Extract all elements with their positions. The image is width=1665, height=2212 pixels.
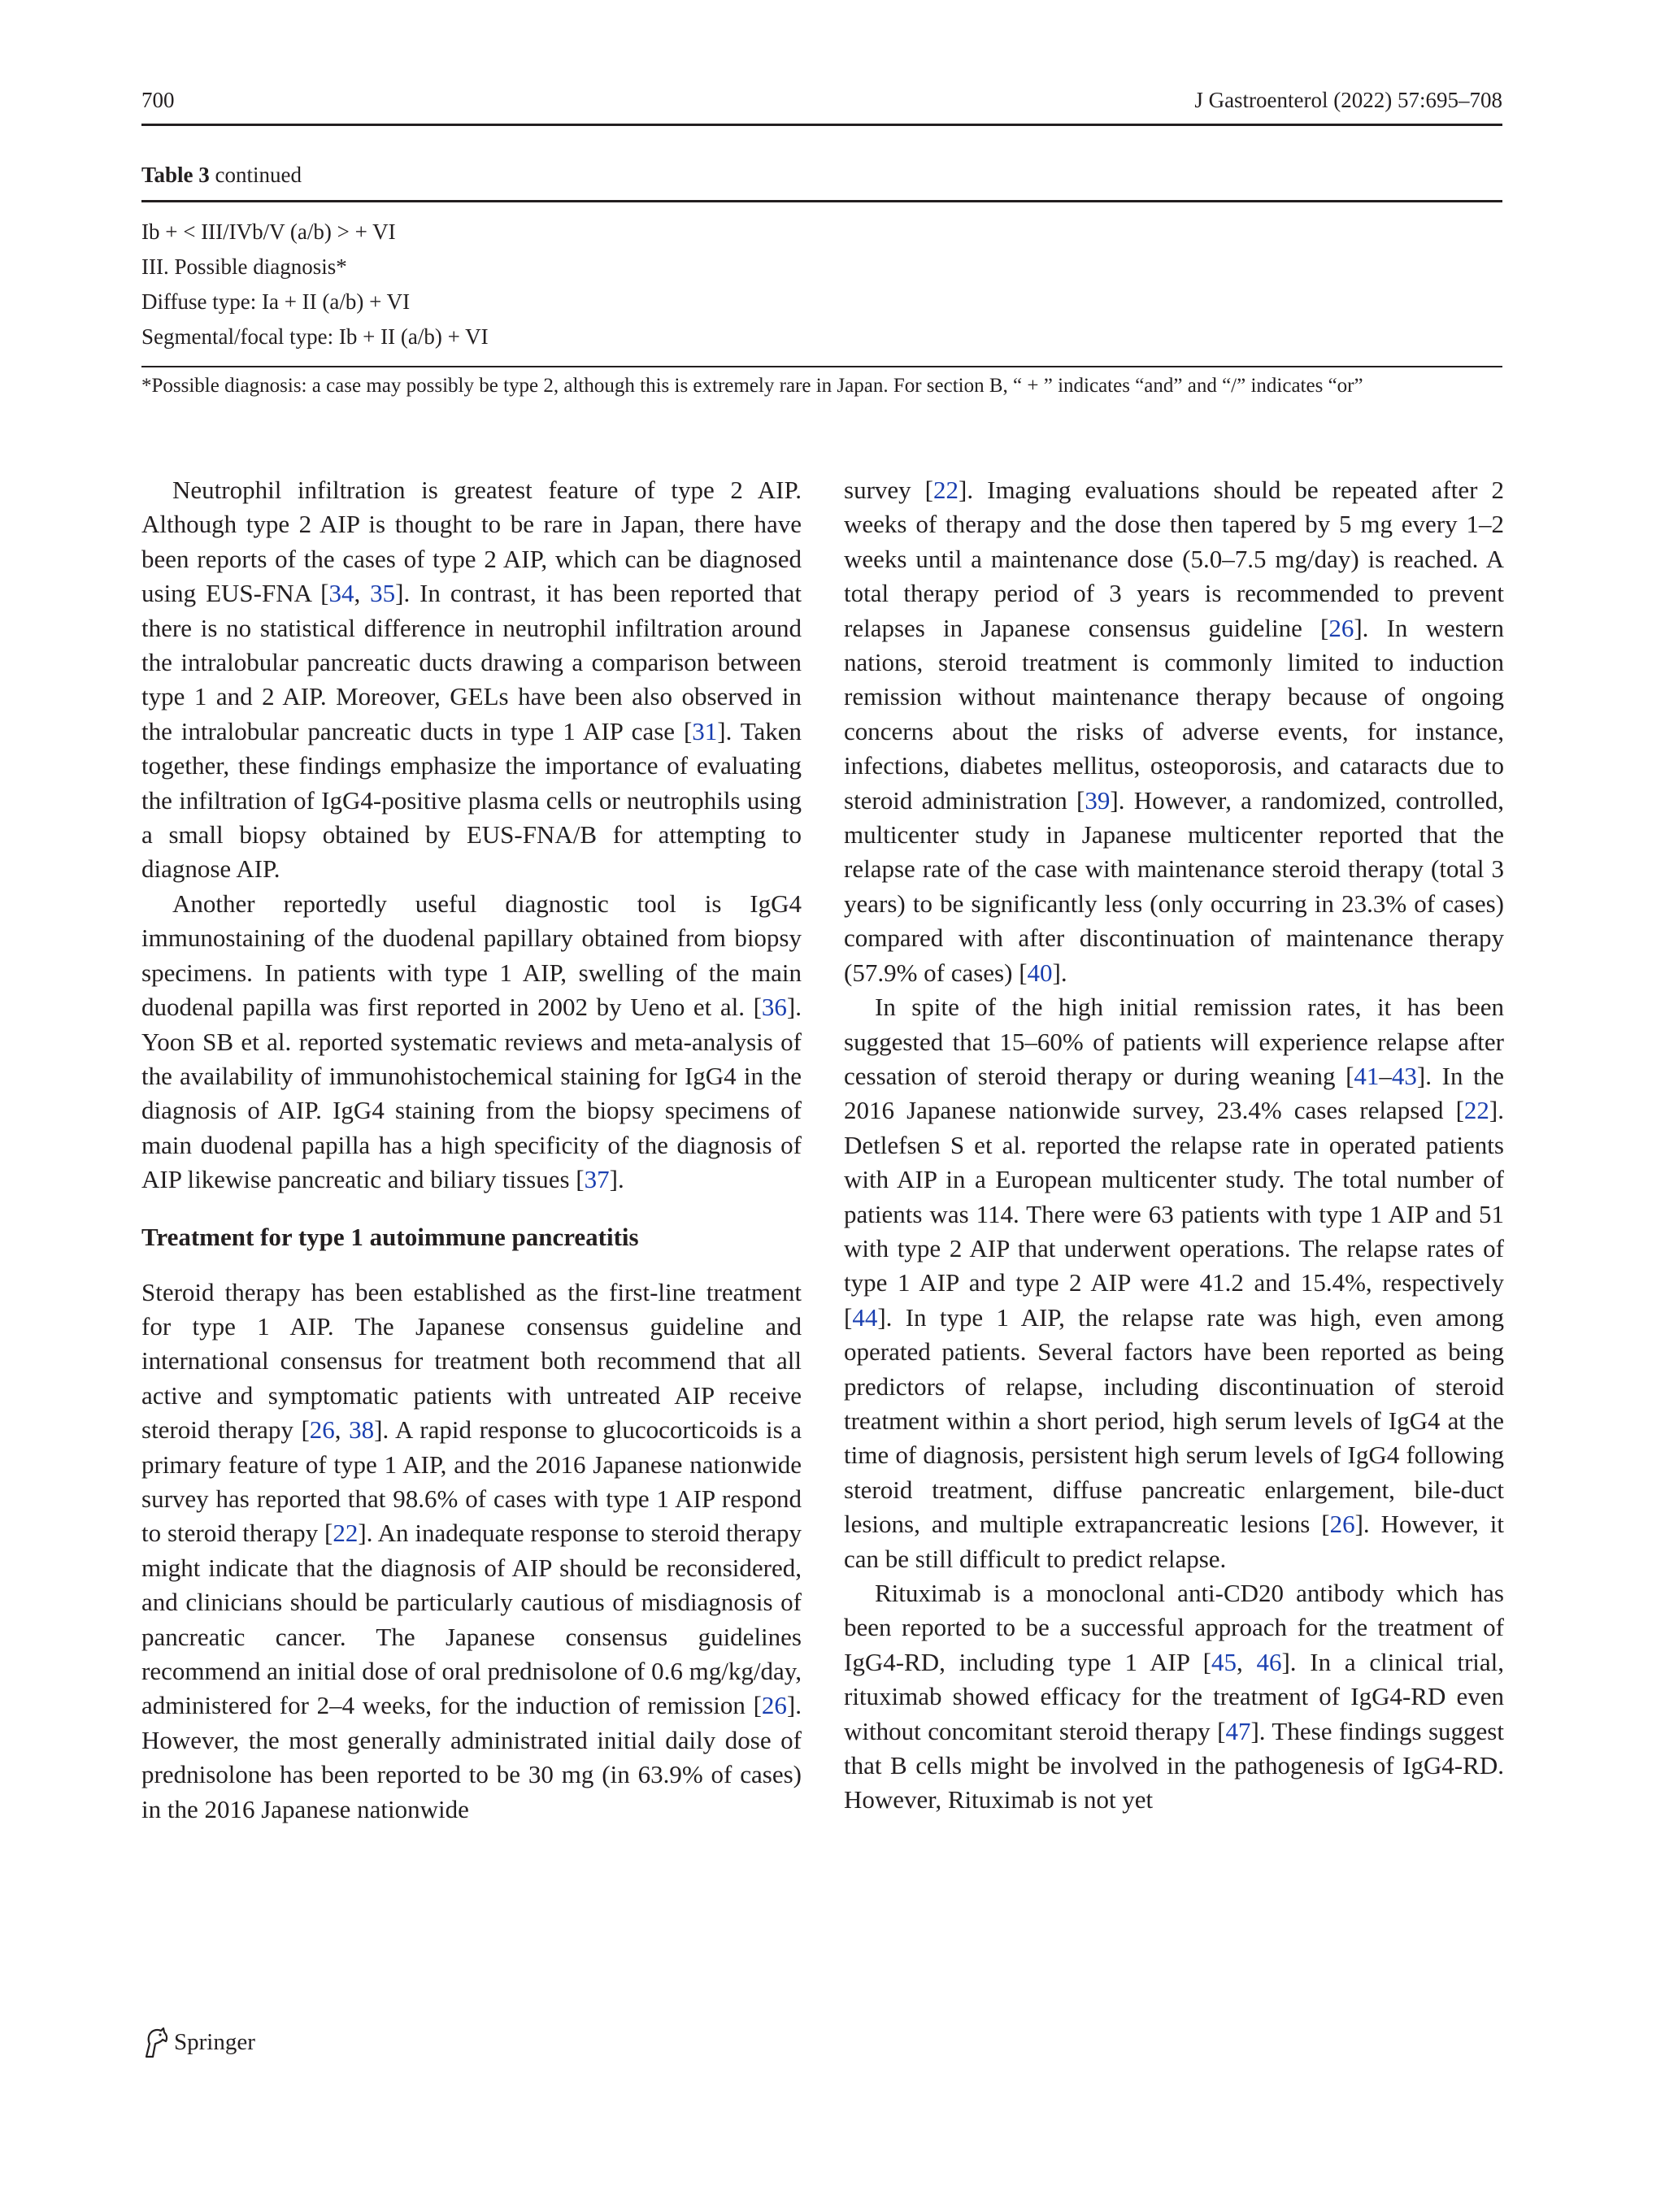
citation-link[interactable]: 41	[1354, 1061, 1380, 1090]
citation-link[interactable]: 40	[1027, 958, 1053, 987]
table-row: Segmental/focal type: Ib + II (a/b) + VI	[141, 324, 489, 349]
citation-link[interactable]: 38	[349, 1415, 375, 1445]
citation-link[interactable]: 43	[1391, 1061, 1417, 1090]
table-bottom-rule	[141, 366, 1502, 367]
header-rule	[141, 124, 1502, 126]
running-header	[141, 88, 1502, 124]
citation-link[interactable]: 35	[370, 579, 396, 608]
right-column	[844, 473, 1504, 1818]
citation-link[interactable]: 46	[1256, 1647, 1282, 1676]
page-number: 700	[141, 88, 175, 112]
paragraph: Neutrophil infiltration is greatest feature of type 2 AIP. Although type 2 AIP is thought to be rare in Japan, there have been reports of the cases of type 2 AIP, which can be diagnosed using EUS-FNA [34, 35]. In contrast, it has been reported that there is no statistical difference in neutrophil infiltration around the intralobular pancreatic ducts drawing a comparison between type 1 and 2 AIP. Moreover, GELs have been also observed in the intralobular pancreatic ducts in type 1 AIP case [31]. Taken together, these findings emphasize the importance of evaluating the infiltration of IgG4-positive plasma cells or neutrophils using a small biopsy obtained by EUS-FNA/B for attempting to diagnose AIP.	[141, 476, 802, 884]
table-top-rule	[141, 200, 1502, 202]
citation-link[interactable]: 36	[761, 993, 787, 1022]
table-row: III. Possible diagnosis*	[141, 254, 347, 279]
paragraph: Steroid therapy has been established as the first-line treatment for type 1 AIP. The Japanese consensus guideline and international consensus for treatment both recommend that all active and symptomatic patients with untreated AIP receive steroid therapy [26, 38]. A rapid response to glucocorticoids is a primary feature of type 1 AIP, and the 2016 Japanese nationwide survey has reported that 98.6% of cases with type 1 AIP respond to steroid therapy [22]. An inadequate response to steroid therapy might indicate that the diagnosis of AIP should be reconsidered, and clinicians should be particularly cautious of misdiagnosis of pancreatic cancer. The Japanese consensus guidelines recommend an initial dose of oral prednisolone of 0.6 mg/kg/day, administered for 2–4 weeks, for the induction of remission [26]. However, the most generally administrated initial daily dose of prednisolone has been reported to be 30 mg (in 63.9% of cases) in the 2016 Japanese nationwide	[141, 1277, 802, 1823]
table-continued: continued	[215, 163, 302, 187]
paragraph: Rituximab is a monoclonal anti-CD20 antibody which has been reported to be a successful approach for the treatment of IgG4-RD, including type 1 AIP [45, 46]. In a clinical trial, rituximab showed efficacy for the treatment of IgG4-RD even without concomitant steroid therapy [47]. These findings suggest that B cells might be involved in the pathogenesis of IgG4-RD. However, Rituximab is not yet	[844, 1579, 1505, 1814]
table-title	[141, 163, 302, 188]
table-label: Table 3	[141, 163, 210, 187]
journal-citation: J Gastroenterol (2022) 57:695–708	[1194, 88, 1502, 112]
citation-link[interactable]: 44	[852, 1302, 878, 1332]
citation-link[interactable]: 22	[1463, 1096, 1489, 1125]
publisher-name: Springer	[174, 2028, 255, 2055]
footer	[141, 2022, 255, 2062]
citation-link[interactable]: 34	[328, 579, 354, 608]
table-body	[141, 215, 1502, 354]
citation-link[interactable]: 37	[584, 1165, 610, 1194]
springer-horse-icon	[141, 2026, 169, 2058]
citation-link[interactable]: 22	[333, 1519, 359, 1548]
citation-link[interactable]: 22	[933, 476, 959, 504]
citation-link[interactable]: 26	[309, 1415, 335, 1445]
citation-link[interactable]: 47	[1225, 1716, 1251, 1745]
paragraph: Another reportedly useful diagnostic tool is IgG4 immunostaining of the duodenal papillary obtained from biopsy specimens. In patients with type 1 AIP, swelling of the main duodenal papilla was first reported in 2002 by Ueno et al. [36]. Yoon SB et al. reported systematic reviews and meta-analysis of the availability of immunohistochemical staining for IgG4 in the diagnosis of AIP. IgG4 staining from the biopsy specimens of main duodenal papilla has a high specificity of the diagnosis of AIP likewise pancreatic and biliary tissues [37].	[141, 889, 802, 1194]
section-heading: Treatment for type 1 autoimmune pancreatitis	[141, 1222, 639, 1251]
citation-link[interactable]: 26	[1329, 1510, 1355, 1539]
citation-link[interactable]: 26	[1328, 613, 1354, 642]
paragraph: survey [22]. Imaging evaluations should be repeated after 2 weeks of therapy and the dose then tapered by 5 mg every 1–2 weeks until a maintenance dose (5.0–7.5 mg/day) is reached. A total therapy period of 3 years is recommended to prevent relapses in Japanese consensus guideline [26]. In western nations, steroid treatment is commonly limited to induction remission without maintenance therapy because of ongoing concerns about the risks of adverse events, for instance, infections, diabetes mellitus, osteoporosis, and cataracts due to steroid administration [39]. However, a randomized, controlled, multicenter study in Japanese multicenter reported that the relapse rate of the case with maintenance steroid therapy (total 3 years) to be significantly less (only occurring in 23.3% of cases) compared with after discontinuation of maintenance therapy (57.9% of cases) [40].	[844, 476, 1505, 987]
table-row: Diffuse type: Ia + II (a/b) + VI	[141, 289, 411, 314]
citation-link[interactable]: 39	[1085, 785, 1111, 815]
table-row: Ib + < III/IVb/V (a/b) > + VI	[141, 219, 396, 244]
left-column	[141, 473, 802, 1827]
citation-link[interactable]: 26	[761, 1691, 787, 1720]
table-footnote: *Possible diagnosis: a case may possibly be type 2, although this is extremely rare in Japan. For section B, “ + ” indicates “and” and “/” indicates “or”	[141, 375, 1363, 397]
citation-link[interactable]: 45	[1211, 1647, 1237, 1676]
citation-link[interactable]: 31	[692, 716, 718, 745]
paragraph: In spite of the high initial remission rates, it has been suggested that 15–60% of patients will experience relapse after cessation of steroid therapy or during weaning [41–43]. In the 2016 Japanese nationwide survey, 23.4% cases relapsed [22]. Detlefsen S et al. reported the relapse rate in operated patients with AIP in a European multicenter study. The total number of patients was 114. There were 63 patients with type 1 AIP and 51 with type 2 AIP that underwent operations. The relapse rates of type 1 AIP and type 2 AIP were 41.2 and 15.4%, respectively [44]. In type 1 AIP, the relapse rate was high, even among operated patients. Several factors have been reported as being predictors of relapse, including discontinuation of steroid treatment within a short period, high serum levels of IgG4 at the time of diagnosis, persistent high serum levels of IgG4 following steroid treatment, diffuse pancreatic enlargement, bile-duct lesions, and multiple extrapancreatic lesions [26]. However, it can be still difficult to predict relapse.	[844, 993, 1504, 1573]
